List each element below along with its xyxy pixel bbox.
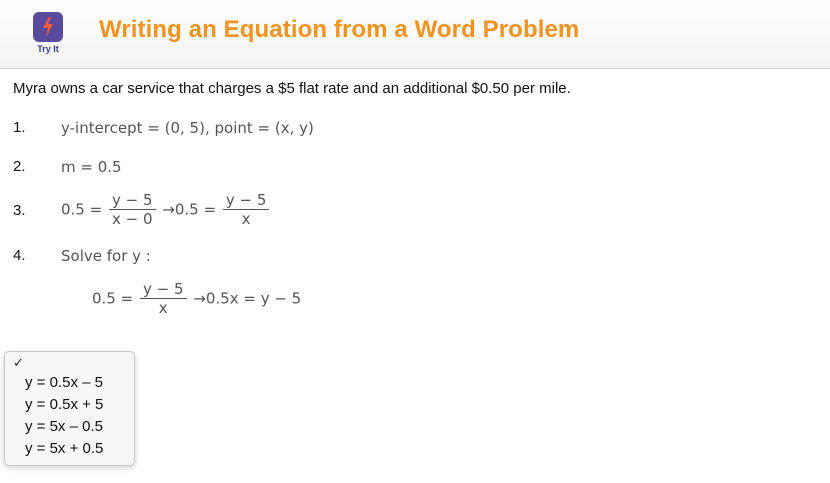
step-4-rhs: →0.5x = y − 5 [193,289,302,308]
checkmark-icon: ✓ [13,356,24,371]
step-2-number: 2. [13,158,26,175]
step-2-text: m = 0.5 [61,158,122,176]
step-4-equation [92,280,301,317]
step-1-number: 1. [13,119,26,136]
try-it-logo[interactable] [33,12,63,42]
step-3-middle: →0.5 = [162,200,217,219]
step-4-lhs: 0.5 = [92,289,134,308]
page-title: Writing an Equation from a Word Problem [99,16,580,43]
dropdown-option[interactable]: y = 5x + 0.5 [25,440,104,457]
step-3-equation [61,191,271,228]
step-4-fraction-denominator: x [158,299,168,317]
try-it-label: Try It [37,44,59,54]
step-3-fraction-2-numerator: y − 5 [223,191,270,210]
step-4-fraction-numerator: y − 5 [140,280,187,299]
problem-statement: Myra owns a car service that charges a $5 flat rate and an additional $0.50 per mile. [13,80,571,97]
step-4-number: 4. [13,247,26,264]
dropdown-option[interactable]: y = 0.5x + 5 [25,396,104,413]
step-1-text: y-intercept = (0, 5), point = (x, y) [61,119,314,137]
step-3-fraction-1-denominator: x − 0 [111,210,153,228]
answer-dropdown-menu[interactable] [4,351,135,466]
lightning-bolt-icon [33,12,63,42]
step-3-fraction-2-denominator: x [241,210,251,228]
step-3-number: 3. [13,202,26,219]
step-3-fraction-2 [223,191,270,228]
header-bar [0,0,830,69]
step-3-fraction-1-numerator: y − 5 [109,191,156,210]
dropdown-option[interactable]: y = 0.5x – 5 [25,374,103,391]
step-3-lhs: 0.5 = [61,200,103,219]
dropdown-option[interactable]: y = 5x – 0.5 [25,418,103,435]
step-4-text: Solve for y : [61,247,151,265]
step-3-fraction-1 [109,191,156,228]
step-4-fraction [140,280,187,317]
